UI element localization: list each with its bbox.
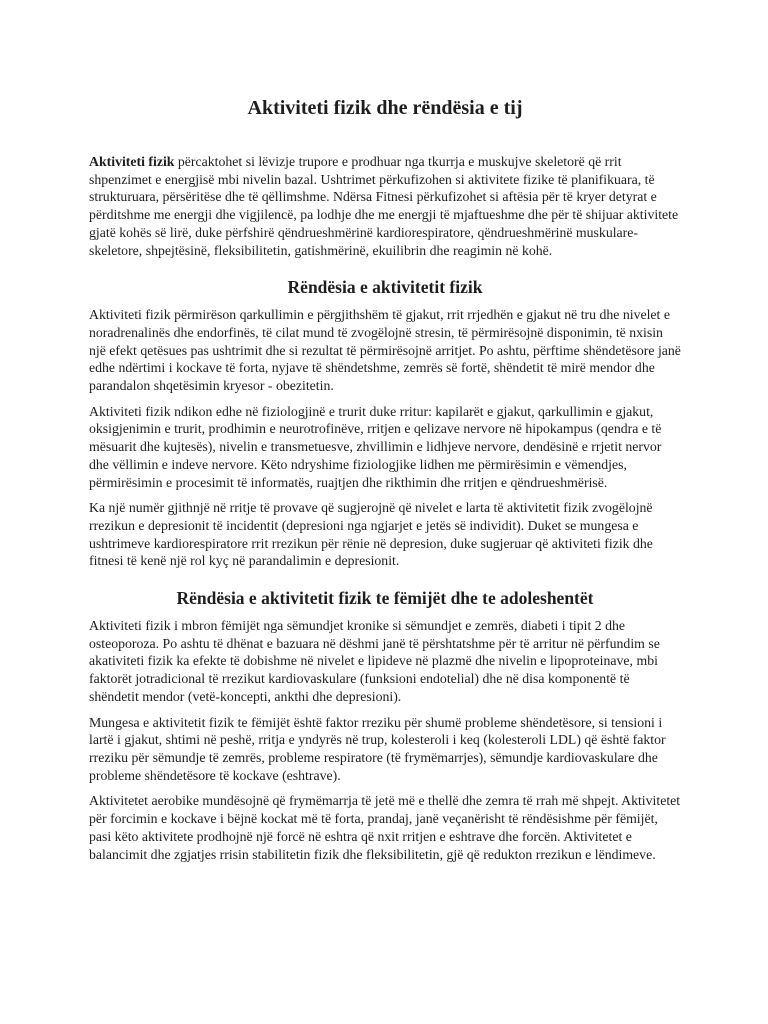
paragraph: Ka një numër gjithnjë në rritje të provave që sugjerojnë që nivelet e larta të aktivitetit fizik zvogëlojnë rrezikun e depresionit të incidentit (depresioni nga ngjarjet e jetës së individit). Duket se mungesa e ushtrimeve kardiorespiratore rrit rrezikun për rënie në depresion, duke sugjeruar që aktiviteti fizik dhe fitnesi të kenë një rol kyç në parandalimin e depresionit. [89, 500, 653, 569]
intro-paragraph [89, 153, 681, 259]
section-heading-importance: Rëndësia e aktivitetit fizik [287, 277, 483, 298]
paragraph: Mungesa e aktivitetit fizik te fëmijët është faktor rreziku për shumë probleme shëndetësore, si tensioni i lartë i gjakut, shtimi në peshë, rritja e yndyrës në trup, kolesteroli i keq (kolesteroli LDL) që është faktor rreziku për sëmundje të zemrës, probleme respiratore (të frymëmarrjes), sëmundje kardiovaskulare dhe probleme shëndetësore të kockave (eshtrave). [89, 714, 666, 783]
paragraph: Aktiviteti fizik ndikon edhe në fiziologjinë e trurit duke rritur: kapilarët e gjakut, qarkullimin e gjakut, oksigjenimin e trurit, prodhimin e neurotrofinëve, rritjen e qelizave nervore në hipokampus (qendra e të mësuarit dhe kujtesës), nivelin e transmetuesve, zhvillimin e lidhjeve nervore, dendësinë e rrjetit nervor dhe vëllimin e indeve nervore. Këto ndryshime fiziologjike lidhen me përmirësimin e vëmendjes, përmirësimin e procesimit të informatës, ruajtjen dhe rikthimin dhe rritjen e qëndrueshmërisë. [89, 403, 662, 490]
paragraph: Aktiviteti fizik i mbron fëmijët nga sëmundjet kronike si sëmundjet e zemrës, diabeti i tipit 2 dhe osteoporoza. Po ashtu të dhënat e bazuara në dëshmi janë të përshtatshme për të arritur në përfundim se akativiteti fizik ka efekte të dobishme në nivelet e lipideve në plazmë dhe nivelin e lipoproteinave, mbi faktorët jotradicional të rrezikut kardiovaskulare (funksioni endotelial) dhe në disa komponentë të shëndetit mendor (vetë-koncepti, ankthi dhe depresioni). [89, 618, 660, 704]
paragraph: Aktiviteti fizik përmirëson qarkullimin e përgjithshëm të gjakut, rrit rrjedhën e gjakut në tru dhe nivelet e noradrenalinës dhe endorfinës, të cilat mund të zvogëlojnë stresin, të përmirësojnë disponimin, të nxisin një efekt qetësues pas ushtrimit dhe si rezultat të përmirësojnë arritjet. Po ashtu, përftime shëndetësore janë edhe ndërtimi i kockave të forta, nyjave të shëndetshme, zemrës së fortë, shëndetit të mirë mendor dhe parandalon shqetësimin kryesor - obezitetin. [89, 307, 681, 394]
paragraph: Aktivitetet aerobike mundësojnë që frymëmarrja të jetë më e thellë dhe zemra të rrah më shpejt. Aktivitetet për forcimin e kockave i bëjnë kockat më të forta, prandaj, janë veçanërisht të rëndësishme për fëmijët, pasi këto aktivitete prodhojnë një forcë në eshtra që nxit rritjen e eshtrave dhe forcën. Aktivitetet e balancimit dhe zgjatjes rrisin stabilitetin fizik dhe fleksibilitetin, gjë që redukton rrezikun e lëndimeve. [89, 793, 681, 862]
section-heading-children: Rëndësia e aktivitetit fizik te fëmijët dhe te adoleshentët [176, 588, 594, 609]
document-page [89, 95, 681, 871]
intro-lead-term: Aktiviteti fizik [89, 154, 175, 169]
intro-text: përcaktohet si lëvizje trupore e prodhuar nga tkurrja e muskujve skeletorë që rrit shpenzimet e energjisë mbi nivelin bazal. Ushtrimet përkufizohen si aktivitete fizike të planifikuara, të strukturuara, përsëritëse dhe të qëllimshme. Ndërsa Fitnesi përkufizohet si aftësia për të kryer detyrat e përditshme me energji dhe vigjilencë, pa lodhje dhe me energji të mjaftueshme dhe për të shijuar aktivitete gjatë kohës së lirë, duke përfshirë qëndrueshmërinë kardiorespiratore, qëndrueshmërinë muskulare-skeletore, shpejtësinë, fleksibilitetin, gatishmërinë, ekuilibrin dhe reagimin në kohë. [89, 154, 679, 258]
document-title: Aktiviteti fizik dhe rëndësia e tij [247, 97, 523, 119]
